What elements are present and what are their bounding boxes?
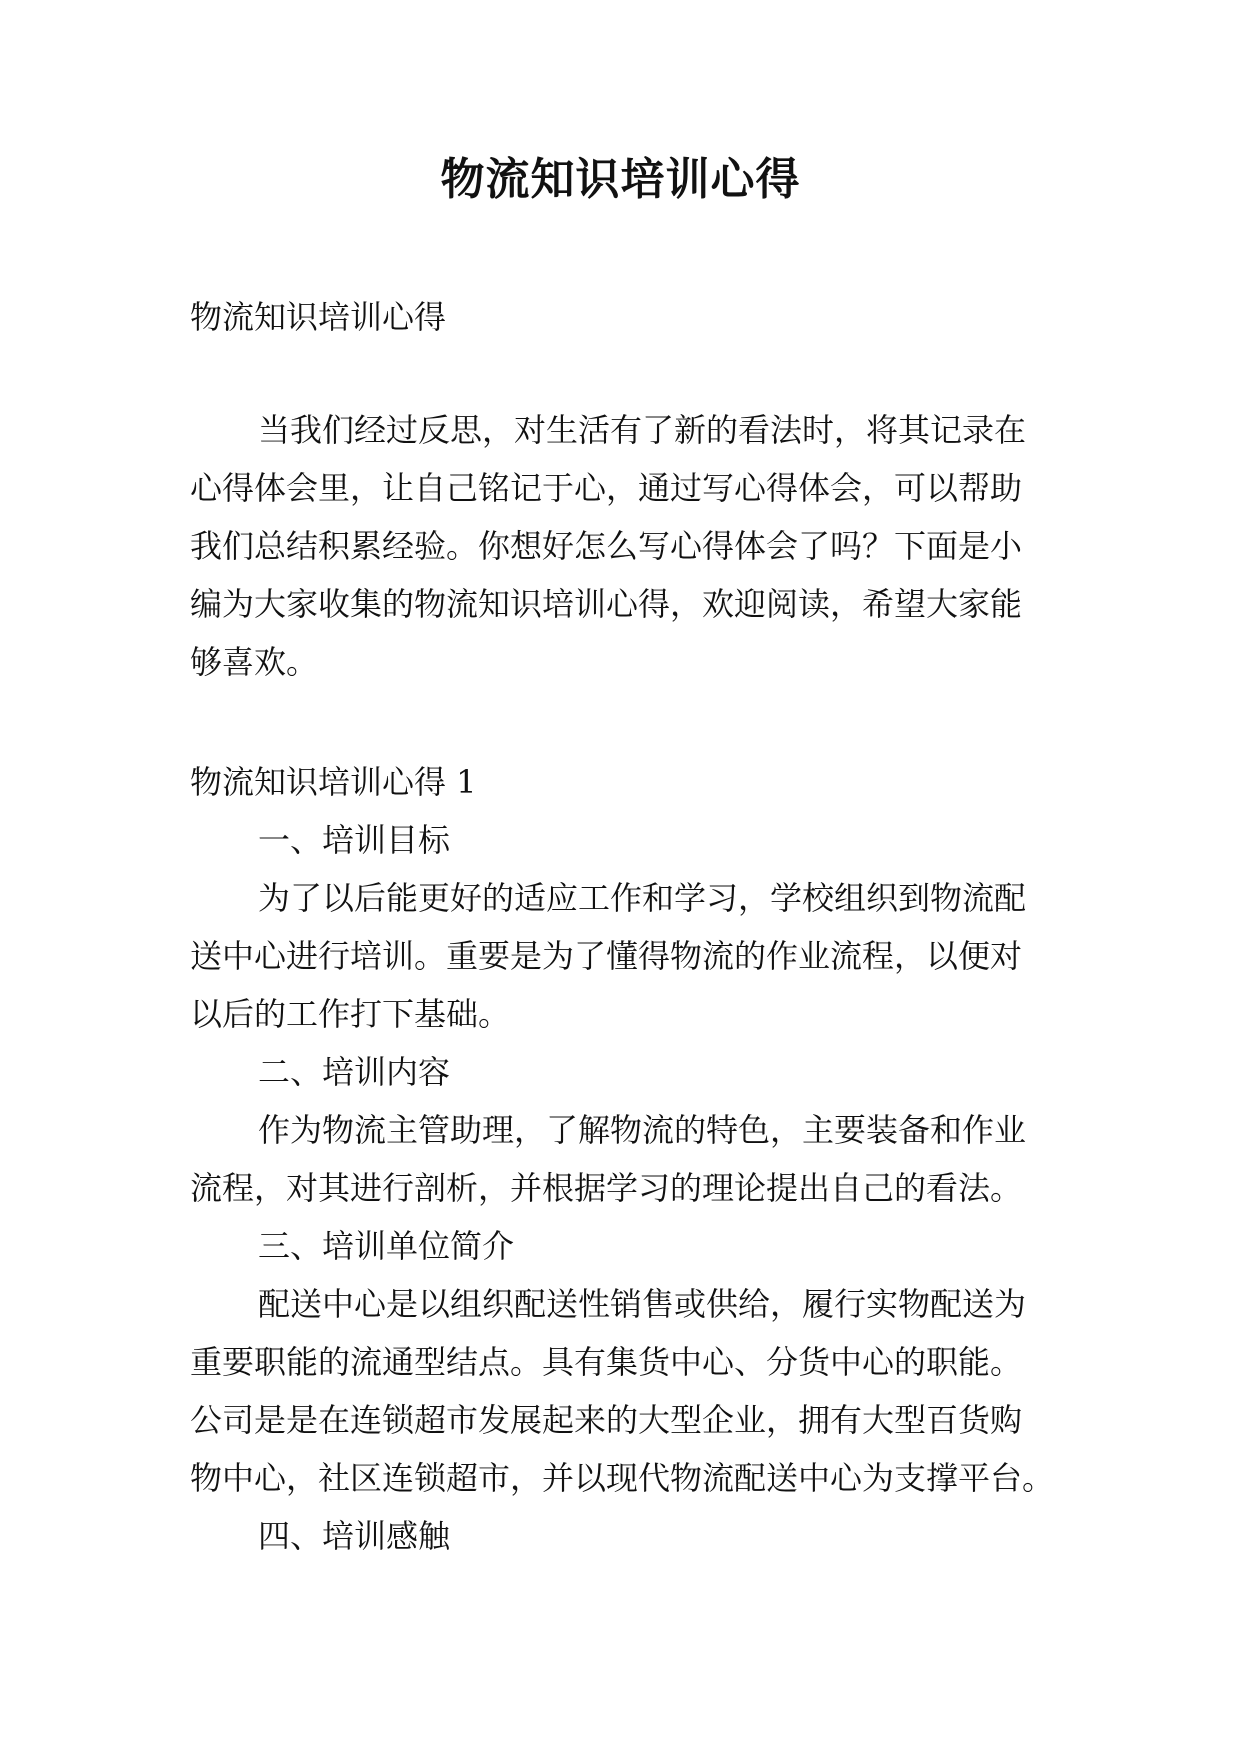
document-subtitle: 物流知识培训心得 (190, 298, 447, 336)
intro-line: 我们总结积累经验。你想好怎么写心得体会了吗？下面是小 (190, 527, 1023, 565)
intro-line: 够喜欢。 (190, 643, 319, 681)
intro-line: 编为大家收集的物流知识培训心得，欢迎阅读，希望大家能 (190, 585, 1023, 623)
paragraph-line: 作为物流主管助理，了解物流的特色，主要装备和作业 (258, 1111, 1027, 1149)
paragraph-line: 流程，对其进行剖析，并根据学习的理论提出自己的看法。 (190, 1169, 1023, 1207)
paragraph-line: 物中心，社区连锁超市，并以现代物流配送中心为支撑平台。 (190, 1459, 1055, 1497)
subheading-unit: 三、培训单位简介 (258, 1227, 515, 1265)
paragraph-line: 为了以后能更好的适应工作和学习，学校组织到物流配 (258, 879, 1027, 917)
document-title: 物流知识培训心得 (440, 154, 801, 205)
intro-line: 心得体会里，让自己铭记于心，通过写心得体会，可以帮助 (190, 469, 1023, 507)
paragraph-line: 公司是是在连锁超市发展起来的大型企业，拥有大型百货购 (190, 1401, 1023, 1439)
paragraph-line: 送中心进行培训。重要是为了懂得物流的作业流程，以便对 (190, 937, 1023, 975)
subheading-content: 二、培训内容 (258, 1053, 451, 1091)
subheading-feelings: 四、培训感触 (258, 1517, 451, 1555)
paragraph-line: 以后的工作打下基础。 (190, 995, 511, 1033)
paragraph-line: 重要职能的流通型结点。具有集货中心、分货中心的职能。 (190, 1343, 1023, 1381)
section-heading: 物流知识培训心得 1 (190, 763, 477, 801)
intro-line: 当我们经过反思，对生活有了新的看法时，将其记录在 (258, 411, 1027, 449)
subheading-goal: 一、培训目标 (258, 821, 451, 859)
paragraph-line: 配送中心是以组织配送性销售或供给，履行实物配送为 (258, 1285, 1027, 1323)
